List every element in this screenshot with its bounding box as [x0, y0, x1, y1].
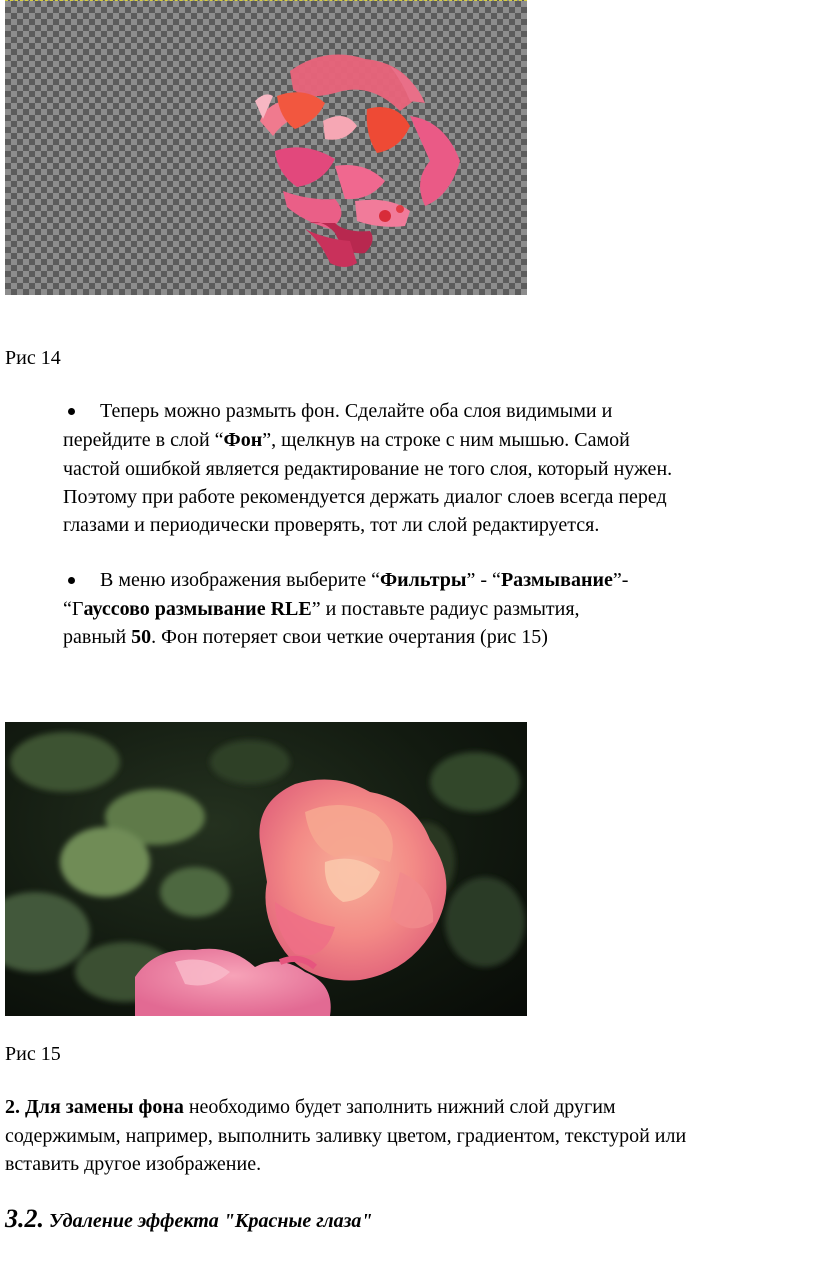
figure-15-caption: Рис 15 [5, 1043, 61, 1065]
bullet-1-line-5: глазами и периодически проверять, тот ли слой редактируется. [63, 514, 600, 536]
bullet-1-line-4: Поэтому при работе рекомендуется держать диалог слоев всегда перед [63, 486, 667, 508]
paragraph-2-line-2: содержимым, например, выполнить заливку цветом, градиентом, текстурой или [5, 1125, 687, 1147]
section-title: Удаление эффекта "Красные глаза" [44, 1210, 373, 1232]
bullet-1-line-2: перейдите в слой “Фон”, щелкнув на строке с ним мышью. Самой [63, 429, 630, 451]
rose-cutout-graphic [5, 1, 527, 295]
bullet-1-line-1: Теперь можно размыть фон. Сделайте оба слоя видимыми и [100, 400, 613, 422]
bullet-2-line-2: “Гауссово размывание RLE” и поставьте радиус размытия, [63, 598, 580, 620]
figure-14-caption: Рис 14 [5, 347, 61, 369]
rose-photo-graphic [5, 722, 527, 1016]
paragraph-2-line-3: вставить другое изображение. [5, 1153, 262, 1175]
bullet-2-line-1: В меню изображения выберите “Фильтры” - “Размывание”- [100, 569, 629, 591]
bullet-dot [68, 408, 75, 415]
bullet-dot [68, 577, 75, 584]
figure-14-image [5, 0, 527, 295]
paragraph-2-line-1: 2. Для замены фона необходимо будет заполнить нижний слой другим [5, 1096, 616, 1118]
figure-15-image [5, 722, 527, 1016]
bullet-1-line-3: частой ошибкой является редактирование не того слоя, который нужен. [63, 458, 673, 480]
bullet-2-line-3: равный 50. Фон потеряет свои четкие очертания (рис 15) [63, 626, 548, 648]
section-heading [5, 1204, 373, 1234]
section-number: 3.2. [5, 1204, 44, 1233]
